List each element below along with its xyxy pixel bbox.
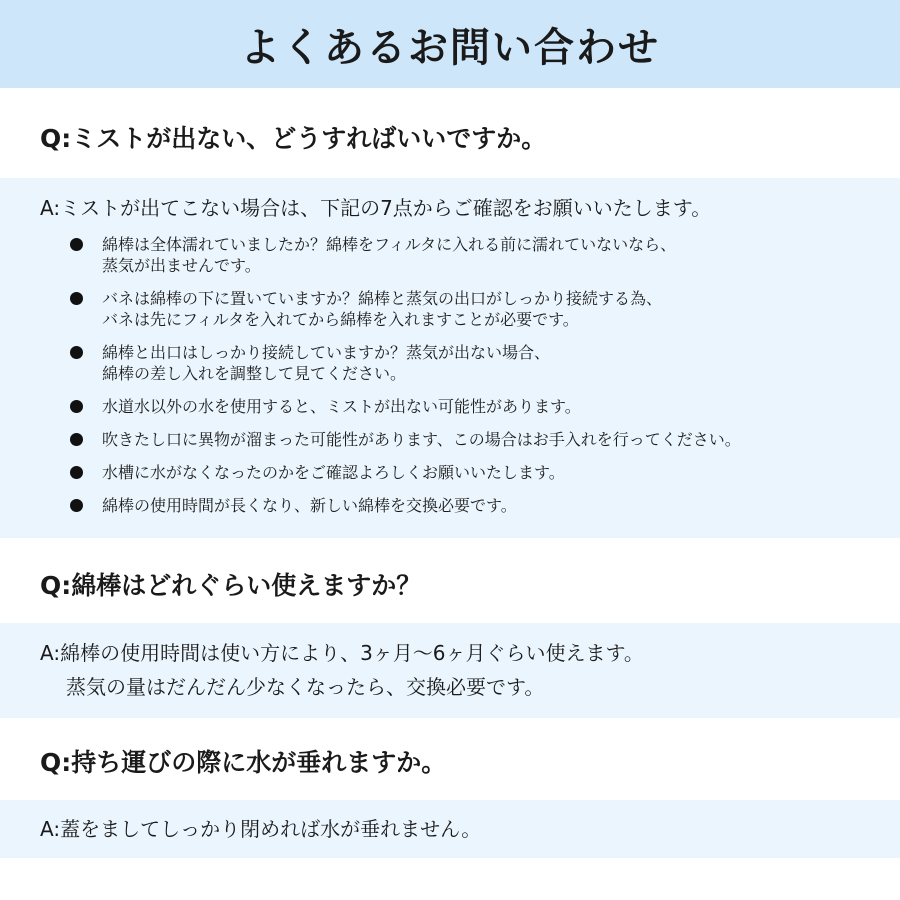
bullet-icon	[70, 292, 83, 305]
bullet-icon	[70, 433, 83, 446]
list-item: バネは綿棒の下に置いていますか？綿棒と蒸気の出口がしっかり接続する為、 バネは先にフィルタを入れてから綿棒を入れますことが必要です。	[40, 288, 900, 330]
faq-answer-2-text	[40, 636, 900, 704]
faq-answer-1-text	[40, 191, 900, 225]
list-item: 吹きたし口に異物が溜まった可能性があります、この場合はお手入れを行ってください。	[40, 429, 900, 450]
faq-answer-1-line-1: A:ミストが出てこない場合は、下記の7点からご確認をお願いいたします。	[40, 196, 712, 220]
bullet-icon	[70, 499, 83, 512]
faq-answer-3-text	[40, 812, 900, 846]
faq-answer-3-line-1: A:蓋をましてしっかり閉めれば水が垂れません。	[40, 817, 482, 841]
list-item: 綿棒は全体濡れていましたか？綿棒をフィルタに入れる前に濡れていないなら、 蒸気が出ませんです。	[40, 234, 900, 276]
list-item: 水槽に水がなくなったのかをご確認よろしくお願いいたします。	[40, 462, 900, 483]
faq-answer-2	[0, 623, 900, 718]
bullet-icon	[70, 238, 83, 251]
faq-answer-1	[0, 178, 900, 538]
bullet-icon	[70, 346, 83, 359]
faq-question-2-text: Q:綿棒はどれぐらい使えますか？	[40, 571, 422, 600]
faq-question-1-text: Q:ミストが出ない、どうすればいいですか。	[40, 124, 547, 153]
bullet-icon	[70, 400, 83, 413]
faq-answer-1-bullets	[40, 234, 900, 516]
page-header	[0, 0, 900, 88]
faq-answer-2-line-1: A:綿棒の使用時間は使い方により、3ヶ月〜6ヶ月ぐらい使えます。	[40, 641, 644, 665]
faq-question-3	[0, 722, 900, 800]
faq-question-1	[0, 98, 900, 176]
list-item: 水道水以外の水を使用すると、ミストが出ない可能性があります。	[40, 396, 900, 417]
faq-answer-2-line-2: 蒸気の量はだんだん少なくなったら、交換必要です。	[66, 675, 545, 699]
list-item: 綿棒の使用時間が長くなり、新しい綿棒を交換必要です。	[40, 495, 900, 516]
faq-question-3-text: Q:持ち運びの際に水が垂れますか。	[40, 748, 447, 777]
list-item: 綿棒と出口はしっかり接続していますか？蒸気が出ない場合、 綿棒の差し入れを調整して見てください。	[40, 342, 900, 384]
faq-question-2	[0, 545, 900, 623]
bullet-icon	[70, 466, 83, 479]
faq-answer-3	[0, 800, 900, 858]
page-title: よくあるお問い合わせ	[240, 24, 660, 71]
